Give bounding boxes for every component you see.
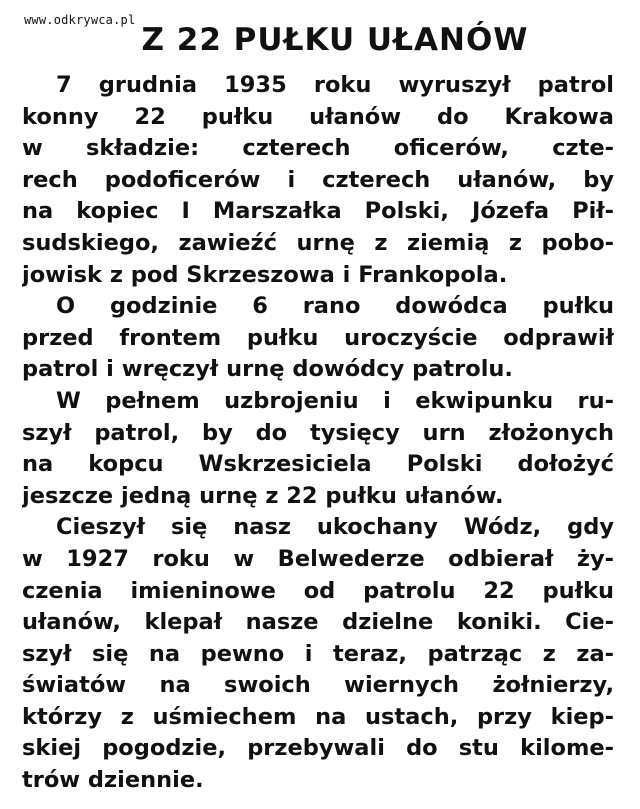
text-line: trów dziennie.: [22, 767, 204, 794]
text-line: 7 grudnia 1935 roku wyruszył patrol: [56, 72, 614, 98]
text-line: szył się na pewno i teraz, patrząc z za-: [22, 640, 614, 667]
text-line: szył patrol, by do tysięcy urn złożonych: [22, 419, 614, 446]
text-line: którzy z uśmiechem na ustach, przy kiep-: [22, 703, 614, 730]
article-body: [22, 70, 614, 797]
text-line: konny 22 pułku ułanów do Krakowa: [22, 103, 614, 130]
text-line: przed frontem pułku uroczyście odprawił: [22, 324, 614, 351]
text-line: rech podoficerów i czterech ułanów, by: [22, 166, 614, 193]
text-line: jeszcze jedną urnę z 22 pułku ułanów.: [22, 482, 504, 509]
text-line: skiej pogodzie, przebywali do stu kilome-: [22, 735, 614, 762]
text-line: światów na swoich wiernych żołnierzy,: [22, 672, 614, 699]
text-line: w 1927 roku w Belwederze odbierał ży-: [22, 545, 614, 572]
text-line: czenia imieninowe od patrolu 22 pułku: [22, 577, 614, 604]
text-line: patrol i wręczył urnę dowódcy patrolu.: [22, 356, 513, 383]
text-line: W pełnem uzbrojeniu i ekwipunku ru-: [56, 387, 614, 414]
text-line: O godzinie 6 rano dowódca pułku: [56, 293, 614, 320]
text-line: jowisk z pod Skrzeszowa i Frankopola.: [22, 261, 508, 288]
text-line: sudskiego, zawieźć urnę z ziemią z pobo-: [22, 229, 614, 256]
text-line: Cieszył się nasz ukochany Wódz, gdy: [56, 514, 614, 541]
text-line: na kopcu Wskrzesiciela Polski dołożyć: [22, 451, 614, 478]
text-line: ułanów, klepał nasze dzielne koniki. Cie-: [22, 609, 614, 636]
article-title: Z 22 PUŁKU UŁANÓW: [141, 22, 529, 58]
text-line: na kopiec I Marszałka Polski, Józefa Pił-: [22, 198, 614, 225]
text-line: w składzie: czterech oficerów, czte-: [22, 135, 614, 162]
site-watermark: www.odkrywca.pl: [24, 13, 136, 27]
